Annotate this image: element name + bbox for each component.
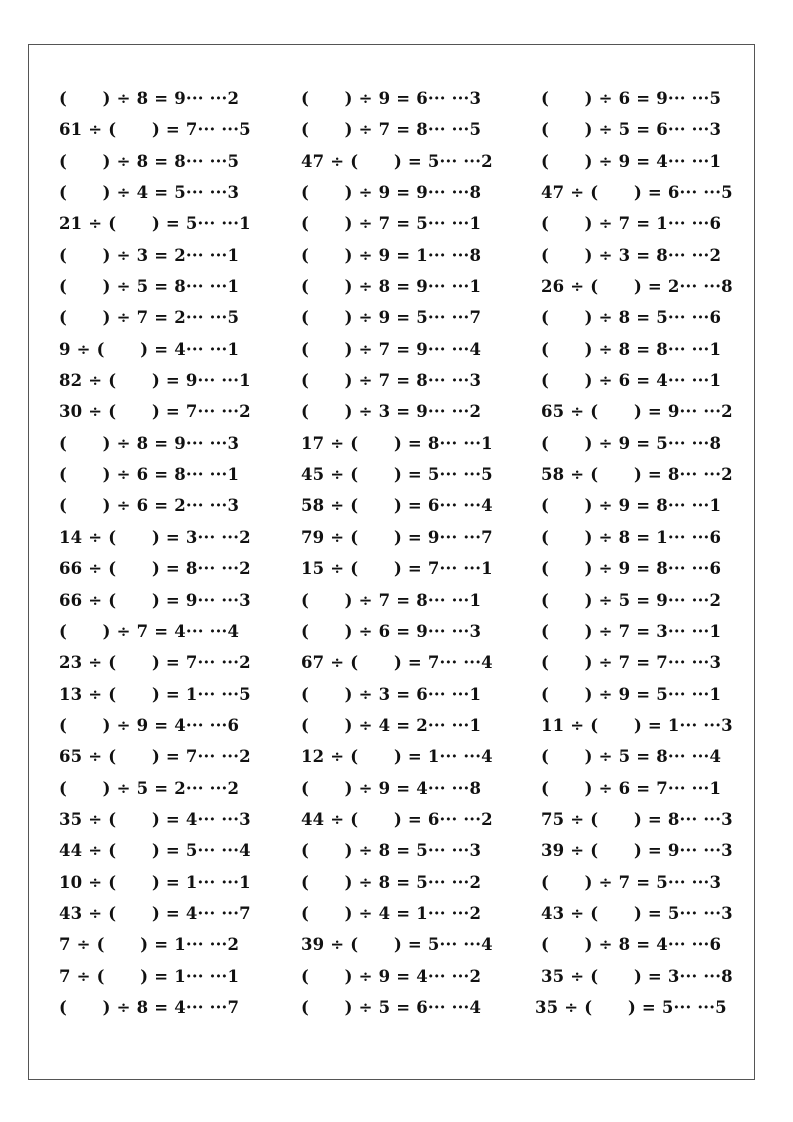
division-problem: 47 ÷ ( ) = 6··· ···5 [541, 183, 733, 203]
division-problem: ( ) ÷ 9 = 1··· ···8 [301, 245, 482, 265]
division-problem: 65 ÷ ( ) = 7··· ···2 [59, 747, 251, 767]
division-problem: ( ) ÷ 3 = 2··· ···1 [59, 245, 240, 265]
division-problem: ( ) ÷ 8 = 8··· ···5 [59, 151, 240, 171]
division-problem: 30 ÷ ( ) = 7··· ···2 [59, 402, 251, 422]
division-problem: ( ) ÷ 5 = 8··· ···1 [59, 277, 240, 297]
division-problem: ( ) ÷ 5 = 6··· ···3 [541, 120, 722, 140]
division-problem: ( ) ÷ 8 = 9··· ···2 [59, 89, 240, 108]
problem-column-1 [59, 83, 251, 1023]
division-problem: 35 ÷ ( ) = 5··· ···5 [535, 997, 727, 1017]
division-problem: 7 ÷ ( ) = 1··· ···1 [59, 966, 240, 986]
division-problem: ( ) ÷ 4 = 1··· ···2 [301, 903, 482, 923]
division-problem: ( ) ÷ 9 = 5··· ···7 [301, 308, 482, 328]
division-problem: ( ) ÷ 8 = 1··· ···6 [541, 527, 722, 547]
division-problem: 11 ÷ ( ) = 1··· ···3 [541, 715, 733, 735]
division-problem: 14 ÷ ( ) = 3··· ···2 [59, 527, 251, 547]
division-problem: ( ) ÷ 9 = 8··· ···6 [541, 559, 722, 579]
division-problem: ( ) ÷ 5 = 9··· ···2 [541, 590, 722, 610]
division-problem: 7 ÷ ( ) = 1··· ···2 [59, 935, 240, 955]
division-problem: 39 ÷ ( ) = 9··· ···3 [541, 841, 733, 861]
division-problem: 45 ÷ ( ) = 5··· ···5 [301, 465, 493, 485]
division-problem: ( ) ÷ 7 = 1··· ···6 [541, 214, 722, 234]
division-problem: ( ) ÷ 6 = 9··· ···3 [301, 621, 482, 641]
division-problem: ( ) ÷ 9 = 4··· ···8 [301, 778, 482, 798]
division-problem: ( ) ÷ 9 = 4··· ···6 [59, 715, 240, 735]
division-problem: ( ) ÷ 8 = 5··· ···3 [301, 841, 482, 861]
division-problem: ( ) ÷ 9 = 9··· ···8 [301, 183, 482, 203]
division-problem: 66 ÷ ( ) = 8··· ···2 [59, 559, 251, 579]
worksheet-frame [28, 44, 755, 1080]
division-problem: 65 ÷ ( ) = 9··· ···2 [541, 402, 733, 422]
division-problem: ( ) ÷ 5 = 8··· ···4 [541, 747, 722, 767]
division-problem: ( ) ÷ 8 = 4··· ···7 [59, 997, 240, 1017]
division-problem: ( ) ÷ 9 = 4··· ···1 [541, 151, 722, 171]
division-problem: 15 ÷ ( ) = 7··· ···1 [301, 559, 493, 579]
division-problem: ( ) ÷ 7 = 9··· ···4 [301, 339, 482, 359]
division-problem: 44 ÷ ( ) = 5··· ···4 [59, 841, 251, 861]
division-problem: ( ) ÷ 7 = 4··· ···4 [59, 621, 240, 641]
division-problem: ( ) ÷ 5 = 2··· ···2 [59, 778, 240, 798]
division-problem: 35 ÷ ( ) = 4··· ···3 [59, 809, 251, 829]
division-problem: ( ) ÷ 6 = 9··· ···5 [541, 89, 722, 108]
division-problem: ( ) ÷ 8 = 4··· ···6 [541, 935, 722, 955]
division-problem: 66 ÷ ( ) = 9··· ···3 [59, 590, 251, 610]
division-problem: ( ) ÷ 6 = 7··· ···1 [541, 778, 722, 798]
division-problem: 79 ÷ ( ) = 9··· ···7 [301, 527, 493, 547]
division-problem: ( ) ÷ 7 = 3··· ···1 [541, 621, 722, 641]
division-problem: 10 ÷ ( ) = 1··· ···1 [59, 872, 251, 892]
division-problem: 43 ÷ ( ) = 5··· ···3 [541, 903, 733, 923]
division-problem: ( ) ÷ 9 = 8··· ···1 [541, 496, 722, 516]
division-problem: 61 ÷ ( ) = 7··· ···5 [59, 120, 251, 140]
division-problem: ( ) ÷ 9 = 5··· ···1 [541, 684, 722, 704]
division-problem: 35 ÷ ( ) = 3··· ···8 [541, 966, 733, 986]
division-problem: ( ) ÷ 9 = 4··· ···2 [301, 966, 482, 986]
division-problem: ( ) ÷ 9 = 5··· ···8 [541, 433, 722, 453]
division-problem: ( ) ÷ 8 = 5··· ···2 [301, 872, 482, 892]
division-problem: ( ) ÷ 7 = 8··· ···1 [301, 590, 482, 610]
division-problem: 58 ÷ ( ) = 6··· ···4 [301, 496, 493, 516]
problem-column-3 [535, 83, 733, 1023]
division-problem: ( ) ÷ 7 = 5··· ···3 [541, 872, 722, 892]
division-problem: ( ) ÷ 8 = 5··· ···6 [541, 308, 722, 328]
division-problem: ( ) ÷ 4 = 5··· ···3 [59, 183, 240, 203]
division-problem: 39 ÷ ( ) = 5··· ···4 [301, 935, 493, 955]
division-problem: 43 ÷ ( ) = 4··· ···7 [59, 903, 251, 923]
division-problem: 67 ÷ ( ) = 7··· ···4 [301, 653, 493, 673]
division-problem: 75 ÷ ( ) = 8··· ···3 [541, 809, 733, 829]
division-problem: ( ) ÷ 7 = 2··· ···5 [59, 308, 240, 328]
division-problem: 17 ÷ ( ) = 8··· ···1 [301, 433, 493, 453]
division-problem: ( ) ÷ 5 = 6··· ···4 [301, 997, 482, 1017]
division-problem: 47 ÷ ( ) = 5··· ···2 [301, 151, 493, 171]
division-problem: 44 ÷ ( ) = 6··· ···2 [301, 809, 493, 829]
division-problem: 26 ÷ ( ) = 2··· ···8 [541, 277, 733, 297]
division-problem: 12 ÷ ( ) = 1··· ···4 [301, 747, 493, 767]
division-problem: ( ) ÷ 6 = 2··· ···3 [59, 496, 240, 516]
division-problem: ( ) ÷ 9 = 6··· ···3 [301, 89, 482, 108]
division-problem: ( ) ÷ 7 = 8··· ···3 [301, 371, 482, 391]
division-problem: 9 ÷ ( ) = 4··· ···1 [59, 339, 240, 359]
division-problem: ( ) ÷ 6 = 4··· ···1 [541, 371, 722, 391]
division-problem: ( ) ÷ 8 = 9··· ···1 [301, 277, 482, 297]
division-problem: ( ) ÷ 8 = 9··· ···3 [59, 433, 240, 453]
division-problem: ( ) ÷ 4 = 2··· ···1 [301, 715, 482, 735]
division-problem: ( ) ÷ 3 = 9··· ···2 [301, 402, 482, 422]
division-problem: ( ) ÷ 3 = 8··· ···2 [541, 245, 722, 265]
division-problem: 58 ÷ ( ) = 8··· ···2 [541, 465, 733, 485]
division-problem: ( ) ÷ 7 = 7··· ···3 [541, 653, 722, 673]
division-problem: 23 ÷ ( ) = 7··· ···2 [59, 653, 251, 673]
division-problem: ( ) ÷ 7 = 8··· ···5 [301, 120, 482, 140]
division-problem: ( ) ÷ 6 = 8··· ···1 [59, 465, 240, 485]
division-problem: ( ) ÷ 8 = 8··· ···1 [541, 339, 722, 359]
division-problem: 13 ÷ ( ) = 1··· ···5 [59, 684, 251, 704]
division-problem: ( ) ÷ 3 = 6··· ···1 [301, 684, 482, 704]
division-problem: 82 ÷ ( ) = 9··· ···1 [59, 371, 251, 391]
problem-column-2 [301, 83, 493, 1023]
division-problem: ( ) ÷ 7 = 5··· ···1 [301, 214, 482, 234]
division-problem: 21 ÷ ( ) = 5··· ···1 [59, 214, 251, 234]
